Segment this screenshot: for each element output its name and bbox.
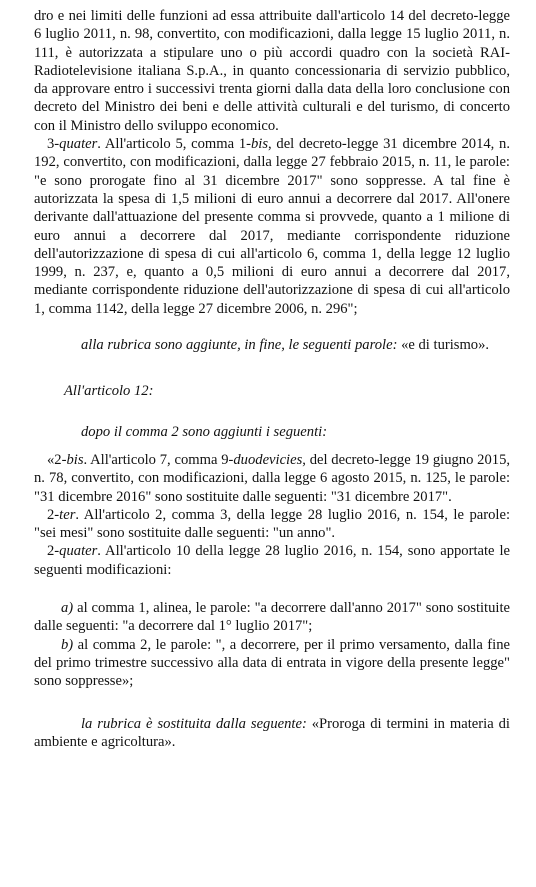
paragraph-text: , del decreto-legge 19 giugno 2015, n. 78, convertito, con modificazioni, dalla legge 6 agosto 2015, n. 125, le parole: "31 dicembre 2016" sono sostituite dalle seguenti: "31 dicembre 2017". bbox=[34, 451, 511, 505]
letter-marker: a) bbox=[61, 600, 74, 617]
paragraph-rubrica-sostituita bbox=[34, 715, 510, 752]
comma-number: 2- bbox=[47, 506, 60, 523]
comma-suffix: duodevicies bbox=[233, 451, 303, 468]
paragraph-text: «Proroga di termini in materia di ambiente e agricoltura». bbox=[34, 715, 510, 750]
paragraph-3-quater bbox=[34, 135, 510, 318]
comma-number: 3- bbox=[47, 136, 60, 153]
document-page bbox=[34, 7, 510, 751]
comma-suffix: quater bbox=[59, 543, 98, 560]
paragraph-text: . All'articolo 5, comma 1- bbox=[97, 136, 251, 153]
instruction-text: la rubrica è sostituita dalla seguente: bbox=[81, 715, 307, 732]
paragraph-accordi-rai: dro e nei limiti delle funzioni ad essa attribuite dall'articolo 14 del decreto-legge 6 luglio 2011, n. 98, convertito, con modificazioni, dalla legge 15 luglio 2011, n. 111, è autorizzata a stipulare uno o più accordi quadro con la società RAI-Radiotelevisione italiana S.p.A., in quanto concessionaria di servizio pubblico, da approvare entro i successivi trenta giorni dalla data della loro conclusione con decreto del Ministro dei beni e delle attività culturali e del turismo, di concerto con il Ministro dello sviluppo economico. bbox=[34, 8, 510, 134]
paragraph-2-bis bbox=[34, 451, 510, 506]
paragraph-text: . All'articolo 10 della legge 28 luglio 2016, n. 154, sono apportate le seguenti modificazioni: bbox=[34, 543, 510, 578]
paragraph-text: . All'articolo 2, comma 3, della legge 28 luglio 2016, n. 154, le parole: "sei mesi" sono sostituite dalle seguenti: "un anno". bbox=[34, 506, 510, 542]
paragraph-text: , del decreto-legge 31 dicembre 2014, n. 192, convertito, con modificazioni, dalla legge 27 febbraio 2015, n. 11, le parole: "e sono prorogate fino al 31 dicembre 2017" sono soppresse. A tal fine è autorizzata la spesa di 1,5 milioni di euro annui a decorrere dal 2017. All'onere derivante dall'attuazione del presente comma si provvede, quanto a 1 milione di euro annui a decorrere dal 2017, mediante corrispondente riduzione dell'autorizzazione di spesa di cui all'articolo 6, comma 1, della legge 12 luglio 1999, n. 237, e, quanto a 0,5 milioni di euro annui a decorrere dal 2017, mediante corrispondente riduzione dell'autorizzazione di spesa di cui all'articolo 1, comma 1142, della legge 27 dicembre 2006, n. 296"; bbox=[34, 136, 510, 317]
paragraph-letter-b bbox=[34, 636, 510, 691]
paragraph-text: . All'articolo 7, comma 9- bbox=[83, 451, 234, 468]
paragraph-2-ter bbox=[34, 506, 510, 543]
paragraph-text: al comma 2, le parole: ", a decorrere, per il primo versamento, dalla fine del primo trimestre successivo alla data di entrata in vigore della presente legge" sono soppresse»; bbox=[34, 636, 510, 690]
instruction-text: alla rubrica sono aggiunte, in fine, le seguenti parole: bbox=[81, 337, 398, 354]
comma-number: «2- bbox=[47, 451, 67, 468]
letter-marker: b) bbox=[61, 636, 74, 653]
article-heading: All'articolo 12: bbox=[64, 383, 154, 400]
paragraph-instruction: dopo il comma 2 sono aggiunti i seguenti: bbox=[81, 423, 328, 440]
comma-suffix: bis bbox=[250, 136, 269, 153]
comma-number: 2- bbox=[47, 543, 60, 560]
paragraph-rubrica-turismo bbox=[34, 336, 510, 354]
paragraph-text: al comma 1, alinea, le parole: "a decorrere dall'anno 2017" sono sostituite dalle seguenti: "a decorrere dal 1° luglio 2017"; bbox=[34, 600, 510, 635]
comma-suffix: ter bbox=[59, 506, 76, 523]
paragraph-letter-a bbox=[34, 599, 510, 636]
paragraph-2-quater bbox=[34, 542, 510, 579]
comma-suffix: bis bbox=[66, 451, 84, 468]
comma-suffix: quater bbox=[59, 136, 98, 153]
paragraph-text: «e di turismo». bbox=[397, 337, 490, 354]
